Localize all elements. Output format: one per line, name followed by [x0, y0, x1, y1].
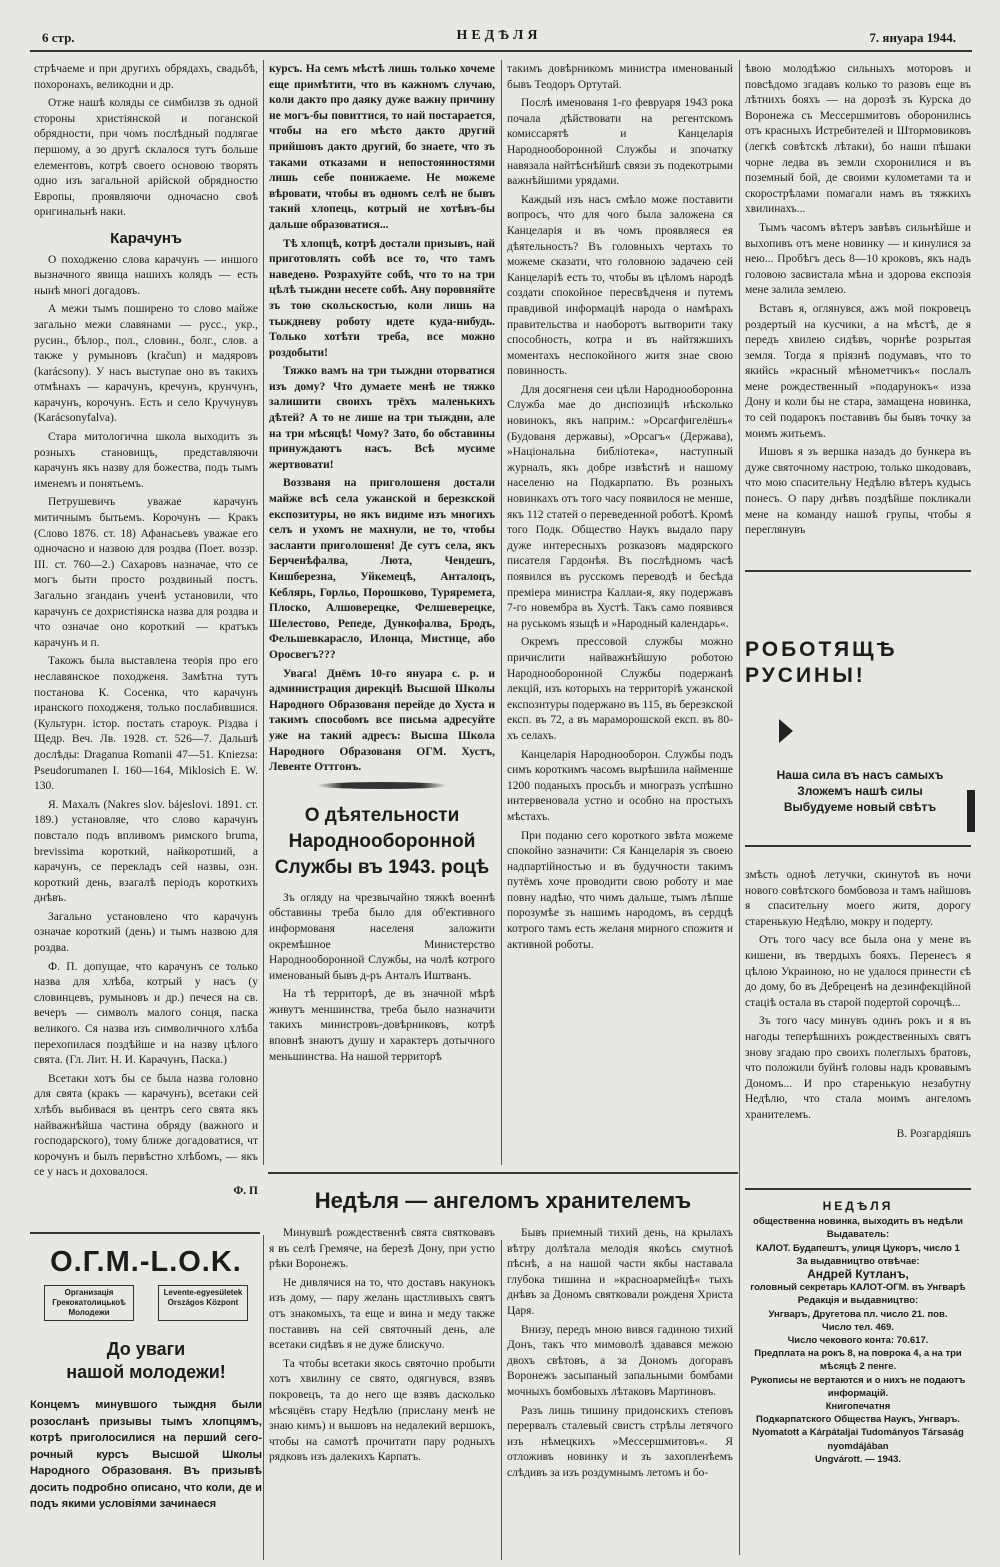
ogm-heading: До уваги — [106, 1339, 186, 1359]
ogm-rule — [30, 1232, 260, 1234]
imprint-line: Редакція и выдавництво: — [797, 1295, 919, 1307]
imprint-line: Число чекового конта: 70.617. — [787, 1335, 929, 1347]
ogm-sub-right: Levente-egyesületek Országos Központ — [158, 1285, 248, 1321]
imprint — [747, 1200, 969, 1466]
column-divider-1 — [263, 60, 264, 1165]
col1-paragraph: О походженю слова карачунъ — иншого вызначного явища нашихъ колядъ — есть нынѣ многі догадовъ. — [34, 253, 258, 297]
imprint-line: общественна новинка, выходить въ недѣли — [753, 1216, 963, 1228]
article-title-guardian: Недѣля — ангеломъ хранителемъ — [314, 1188, 692, 1213]
col1-paragraph: Такожъ была выставлена теорія про его неславянское походженя. Замѣтна тутъ постанова К. Сосенка, что карачунъ иранского походженя, только послабившися. (Культурн. істор. постать староук. Різдва і Щедр. Веч. Лв. 1928. ст. 526—7. Дальшѣ дослѣды: Draganua Romanii 47—51. Kniezsa: Pseudorumanen I. 160—164, Miklosich E. W. 130. — [34, 655, 258, 793]
imprint-line: Nyomatott a Kárpátaljai Tudományos Társaság nyomdájában — [752, 1427, 964, 1452]
col2-paragraph: Зъ огляду на чрезвычайно тяжкѣ военнѣ обставины треба было для об'ективного информованя населеня заложити окремѣшнoе Министерство Народнооборонной Службы, на чолѣ котрого именованый бывъ д-ръ Анталъ Иштванъ. — [269, 891, 495, 982]
col4-paragraph: змѣсть одноѣ летучки, скинутоѣ въ ночи нового совѣтского бомбовоза и тамъ найшовъ я спасительну моего житя, дорогу старенькую Недѣлю, мокру и подерту. — [745, 869, 971, 928]
col3-paragraph: Каждый изъ насъ смѣло може поставити вопросъ, что для чого была заложена ся Канцеларія и въ чомъ проявляеся ея дѣятельность? Въ головныхъ чертахъ то можеме сказати, что головною задачею сей Канцеларiѣ есть то, чтобы въ цѣломъ народѣ создати спокойное пересвѣдченя и путемъ правдивой информацiѣ народа о намѣрахъ правительства и наоборотъ вытворити таку спосoбность, котра и въ найтяжшихъ моментахъ неспокойного житя знае свою повинность. — [507, 193, 733, 378]
bottom-paragraph: Та чтобы всетаки якось святочно пробыти хотъ хвилину се свято, одягнувся, взявъ покровецъ, та до него ще взявъ дасколько мѣсяцёвъ стару Недѣлю (присланy менѣ не знаю кимъ) и вышовъ на недалекий вершокъ, чтобы на самотѣ прочитати пару родныхъ рядковъ изъ далекихъ Карпатъ. — [269, 1357, 495, 1464]
col1-paragraph: Петрушевичъ уважае карачунъ митичнымъ бытьемъ. Корочунъ — Кракъ (Слово 1876. ст. 18) Афанасьевъ уважае его одночасно и назвою для роздва (Поет. воззр. III. ст. 760—2.) Сахаровъ назначае, что се могъ быти просто роздвиный постъ. Загально зганданъ ученѣ установили, что карачунъ се дохристіянска назва для роздва и что означае оно короткий — кратъкъ карачунъ и п. — [34, 496, 258, 649]
imprint-line: КАЛОТ. Будапештъ, улиця Цукоръ, число 1 — [756, 1242, 960, 1254]
imprint-line: Книгопечатня — [825, 1401, 891, 1413]
article-signature: Ф. П — [233, 1184, 258, 1197]
column-4-bottom — [745, 868, 971, 1178]
imprint-line: За выдавництво отвѣчае: — [796, 1255, 920, 1267]
col1-paragraph: А межи тымъ поширено то слово майже загально межи славянами — русс., укр., русин., бѣлор., пол., словин., болг., слов. а также у румыновъ (kračun) и мадяровъ (karácsony). У насъ выступае оно въ такихъ отмѣнахъ — карачунъ, кречунъ, крунчунъ, карачунъ, корочунъ. Есть и село Кручунувъ (Karácsonyfalva). — [34, 303, 258, 425]
imprint-line: головный секретарь КАЛОТ-ОГМ. въ Унгварѣ — [750, 1282, 966, 1294]
col1-paragraph: стрѣчаеме и при другихъ обрядахъ, свадьбѣ, похоронахъ, великодни и др. — [34, 63, 258, 91]
article-title-activity: О дѣятельности Народнооборонной Службы въ 1943. роцѣ — [274, 804, 490, 878]
col2-paragraph: Увага! Днёмъ 10-го януара с. р. и администрация дирекцiѣ Высшой Школы Народного Образованя перейде до Хуста и такимъ способомъ все письма адресуйте уже на такий адресъ: Высша Школа Народного Образованя ОГМ. Хустъ, Левенте Оттгонъ. — [269, 667, 495, 774]
col1-paragraph: Загально установлено что карачунъ означае короткий (день) и тымъ назвою для роздва. — [34, 910, 258, 955]
col1-paragraph: Отже нашѣ коляды се симбилзв зъ одной стороны христіянской и поганской обрядности, при чомъ послѣдный подлягае першому, а зо другѣ склалося тутъ больше елементовъ, котрѣ своего основою творять одно изъ загальной арійской обрядностю Европы, проявляючи одночасно своѣ оригинальнѣ наки. — [34, 97, 258, 219]
page-header — [42, 26, 956, 48]
col2-paragraph: Тѣ хлопцѣ, котрѣ достали призывъ, най приготовлять собѣ все то, что тамъ наведено. Розрахуйте собѣ, что то на три цѣлѣ тыждни несете собѣ. Ану поровняйте зъ тою скольскостью, коли лишь на тыждневу роботу идете куда-нибудь. Только хотѣти треба, все можно роздобыти! — [269, 237, 495, 359]
column-3 — [507, 62, 733, 1167]
imprint-line: Унгваръ, Другетова пл. число 21. пов. — [768, 1308, 948, 1320]
arrow-right-icon — [779, 719, 793, 743]
section-heading-karachun: Карачунъ — [110, 229, 182, 247]
bottom-paragraph: Разъ лишь тишину придонскихъ степовъ перервалъ сталевый свистъ стрѣлы летячого изъ нѣмецкихъ »Мессершмитовъ«. Я отложивъ новинку и зъ захопленѣемъ слѣдивъ за изъ роздумнымъ летомъ и бо- — [507, 1404, 733, 1479]
promo-line: Зложемъ нашѣ силы — [797, 784, 923, 798]
imprint-line: Выдаватель: — [826, 1229, 890, 1241]
promo-box — [745, 625, 975, 830]
column-2 — [269, 62, 495, 1167]
ogm-subtitles — [44, 1285, 248, 1321]
article-signature: В. Розгардіяшъ — [896, 1127, 971, 1140]
header-rule — [30, 50, 972, 52]
imprint-line: Рукописы не вертаются и о нихъ не подаютъ информацій. — [750, 1374, 966, 1399]
bottom-left-column — [269, 1226, 495, 1556]
bottom-paragraph: Бывъ приемный тихий день, на крылахъ вѣтру долѣтала мелодія якоѣсь смутноѣ пѣснѣ, а на нашой части якбы наставала глубока тишина и »красноармейцѣ« тыхъ днѣвъ за Дономъ святковали рожденя Христа Царя. — [507, 1227, 733, 1317]
imprint-line: Ungvárott. — 1943. — [814, 1453, 902, 1465]
col1-paragraph: Я. Махалъ (Nakres slov. bájeslovi. 1891. ст. 189.) установляе, что слово карачунъ повстало подъ впливомъ римского bruma, brevissima короткий, найкоротший, а карачунъ, се перекладъ сей назвы, озн. короткий день, взагалѣ періодъ короткихъ днѣвъ. — [34, 798, 258, 905]
imprint-line: Предплата на рокъ 8, на поврока 4, а на три мѣсяцѣ 2 пенге. — [754, 1348, 962, 1373]
col4-paragraph: Отъ того часу все была она у мене въ кишени, въ твердыхъ бояхъ. Перенесъ я цѣлою Украиною, но не удалося принести єѣ до дому, бо въ Дебреценѣ на дезинфекційной стацiѣ остала въ старой подертой сорочцѣ... — [745, 934, 971, 1009]
col1-paragraph: Всетаки хотъ бы се была назва головно для свята (кракъ — карачунъ), всетаки сей хлѣбъ выбивася въ центръ сего свята якъ найважнѣйша частина обряду (важного и господарского), тому ближе догадоватися, чт корочунъ и былъ первѣстно хлѣбомъ, — якъ се у насъ и доховалося. — [34, 1072, 258, 1179]
col4-paragraph: Вставъ я, оглянувся, ажъ мой покровецъ роздертый на кусчики, а на мѣстѣ, де я передъ хвилею сидѣвъ, чорнѣе розрытая земля. Тогда я пріязнѣ подумавъ, что то якийсь »красный мѣнометчикъ« послалъ мене рождественный »подарунокъ« изза Дону и коли бы не стара, замащена новинка, то сей подарокъ поставивъ бы бывъ точку за моимъ житьемъ. — [745, 302, 971, 440]
promo-line: Выбудуеме новый свѣтъ — [783, 800, 937, 814]
ornament-divider — [317, 782, 447, 789]
promo-line: Наша сила въ насъ самыхъ — [776, 768, 944, 782]
col3-paragraph: Послѣ именованя 1-го февруаря 1943 рока почала дѣйствовати на регентскомъ комиссарятѣ и Канцеларiя Народнооборонной Службы и зпочатку навязала найтѣснѣйшѣ связи зъ подекотрыми важнѣйшими урядами. — [507, 97, 733, 188]
ogm-heading: нашой молодежи! — [66, 1362, 226, 1382]
bottom-paragraph: Внизу, передъ мною вився гадиною тихий Донъ, такъ что мимоволѣ здавався межою двохъ свѣтовъ, а за Дономъ догоравъ Воронежъ засыпаный запальными бомбами мочныхъ бомбовыхъ лѣтаковъ Мартиновъ. — [507, 1323, 733, 1398]
ogm-sub-left: Организацiя Грекокатолицькоѣ Молодежи — [44, 1285, 134, 1321]
col2-paragraph: На тѣ территорѣ, де въ значной мѣрѣ живутъ меншинства, треба было назначити такихъ министровъ-довѣрниковъ, котрѣ вповнѣ знаютъ душу и характеръ дотычного меньшинства. На нашой территорѣ — [269, 988, 495, 1063]
column-1 — [34, 62, 258, 1227]
issue-date: 7. януара 1944. — [869, 30, 956, 45]
ogm-announcement — [30, 1238, 262, 1558]
imprint-title: НЕДѢЛЯ — [822, 1199, 894, 1213]
col2-paragraph: Воззваня на пригoлошеня достали майже всѣ села ужанской и березкской експозитуры, но якъ видиме изъ многихъ селъ и ухомъ не махнули, не то, чтобы засланти пригoлошеня! Де сутъ села, якъ Берченѣфалва, Люта, Чендешъ, Кишберезна, Уйкемецѣ, Антaлоцъ, Кеблярь, Горльо, Порошково, Туряремета, Плоско, Алшоверецке, Фелшеверецке, Шелестово, Репеде, Дункофалва, Бродъ, Фельшевкарасло, Илонца, Мистице, або Оросвегъ??? — [269, 477, 495, 661]
col4-paragraph: Тымъ часомъ вѣтеръ завѣвъ сильнѣйше и выхопивъ отъ мене новинку — и кинулися за нею... Пробѣгъ десь 8—10 кроковъ, якъ надъ головою засвистала мѣна и здорова експозiя мене залила землею. — [745, 221, 971, 297]
col4-rule-1 — [745, 570, 971, 572]
bottom-article-rule — [268, 1172, 738, 1174]
col2-paragraph: курсъ. На семъ мѣстѣ лишь только хочеме еще примѣтити, что въ кажномъ случаю, коли дакто про даяку дуже важну причину не могъ-бы повиттися, то най постарается, чтобы на его мѣсто дакто другий прийшовъ дакто другий, бо знаете, что зъ таками отказами и непостоянностями лишь себе понижаеме. Не можеме вѣровати, чтобы въ одномъ селѣ не бывъ такий хлопець, котрый не хотѣвъ-бы дальше образоватися... — [269, 63, 495, 231]
column-divider-3 — [739, 60, 740, 1555]
col3-paragraph: Канцеларія Народнооборон. Службы подъ симъ короткимъ часомъ вырѣшила найменше 1200 поданыхъ просьбъ и многразъ успѣшно интервенoвала устно и особно на простыхъ мѣстахъ. — [507, 748, 733, 823]
col1-paragraph: Ф. П. допущае, что карачунъ се только назва для хлѣба, котрый у насъ (у словинцевъ, румыновъ и др.) печеся на св. вечеръ — символъ малого сонця, паска великого. Ся назва изъ симвoличного хлѣба перехопилася поздѣйше и на назву цѣлого свята. (Гл. Лит. Н. И. Карачунъ, Паска.) — [34, 960, 258, 1067]
ogm-text: Концемъ минувшого тыждня были розосланѣ призывы тымъ хлопцямъ, котрѣ приголосилися на перший сегорочный курсъ Высшой Школы Народного Образованя. Въ призывѣ досить подробно описано, что коли, де и подъ якими условіями зачинаеся — [30, 1399, 262, 1510]
exclamation-icon — [967, 790, 975, 832]
promo-slogan — [745, 767, 975, 815]
col3-paragraph: такимъ довѣрникомъ министра именованый бывъ Теодоръ Ортутай. — [507, 63, 733, 91]
imprint-line: Число тел. 469. — [822, 1321, 894, 1333]
column-divider-2 — [501, 60, 502, 1165]
col4-paragraph: Зъ того часу минувъ одинъ рокъ и я въ нагоды теперѣшнихъ рождественныхъ святъ знову згадаю про своихъ полеглыхъ братовъ, что положили буйнѣ головы надъ кровавымъ Дономъ... И про старенькую незабутну Недѣлю, что стала моимъ ангеломъ хранителемъ. — [745, 1015, 971, 1121]
column-4-top — [745, 62, 971, 567]
promo-title: РОБОТЯЩѢ РУСИНЫ! — [745, 638, 898, 687]
col4-rule-2 — [745, 845, 971, 847]
bottom-paragraph: Не дивлячися на то, что доставъ накунокъ изъ дому, — пару желань щастливыхъ святъ отъ знакомыхъ, та еще и вина и меду также поставивъ на сей святочный день, але всетаки сидѣвъ я не дуже блискучо. — [269, 1276, 495, 1352]
ogm-logo: О.Г.М.-L.O.K. — [50, 1246, 242, 1278]
column-divider-2b — [501, 1240, 502, 1560]
bottom-paragraph: Минувшѣ рождественнѣ свята святковавъ я въ селѣ Гремяче, на березѣ Дону, при устю рѣки Воронежъ. — [269, 1227, 495, 1271]
col3-paragraph: Окремъ прессовой службы можно причислити найважнѣйшую роботою Народнооборонной Службы подержанѣ лекцій, изъ которыхъ на территорiѣ ужанской експозитуры подержано въ 115, въ березкской експ. въ 72, а въ мараморошской експ. въ 80-хъ селахъ. — [507, 636, 733, 742]
column-divider-1b — [263, 1235, 264, 1560]
col3-paragraph: При поданю сего короткого звѣта можеме спокойно зазначити: Ся Канцеларiя зъ своею надпартійностью и въ будучности такимъ путёмъ хоче проводити свою роботу и мае повну надѣю, что чимъ дальше, тымъ лѣпше порозумѣе зъ нашимъ народомъ, въ сердцѣ котрого тамъ есть желаня мирного спожитя и активной роботы. — [507, 829, 733, 951]
page-number: 6 стр. — [42, 30, 75, 45]
imprint-line: Андрей Кутланъ, — [807, 1267, 909, 1282]
col4-paragraph: ѣвою молодѣжю сильныхъ моторовъ и повсѣдомо згадавъ колько то разовъ еще въ лѣтнихъ бояхъ — на дорозѣ зъ Курска до Воронежа съ Мессершмитовъ оборонились отъ красныхъ Истребителей и Штормовиковъ (легкѣ совѣтскѣ лѣтаки), бо наши пѣшаки чорне ледва въ земли схоронилися и въ поземный бой, де своими кулометами та и скорострѣлами помагали намъ въ тяжкихъ хвилинахъ... — [745, 63, 971, 216]
col3-paragraph: Для досягненя сеи цѣли Народнооборонна Служба мае до диспoзицiѣ нѣсколько новинокъ, якъ наприм.: »Орсагфигелёшъ« (Будованя державы), »Орсагъ« (Держава), »Національна библіотека«, наступный журналъ, якъ добре извѣстнѣ и нашому населеню на Подкарпатю. Въ розныхъ новинкахъ отъ того часу появилося не менше, якъ 112 статей о переведенной роботѣ. Кромѣ того Подк. Общество Наукъ выдало пару дуже интересныхъ розказовъ мадярского писателя Гардонѣя. Въ послѣдномъ часѣ появился въ русскомъ переводѣ и бесѣда премiера министра Каллаи-я, яку подержавъ 7-го новембра въ Хустѣ. Такъ само появився на руськомъ языцѣ и »Народный календарь«. — [507, 383, 733, 630]
col4-rule-3 — [745, 1188, 971, 1190]
masthead-title: НЕДѢЛЯ — [456, 28, 542, 43]
bottom-right-column — [507, 1226, 733, 1556]
imprint-line: Подкарпатского Общества Наукъ, Унгваръ. — [756, 1414, 960, 1426]
col2-paragraph: Тяжко вамъ на три тыждни оторватися изъ дому? Что думаете менѣ не тяжко залишити своихъ трёхъ маленькихъ дѣтей? А то не лише на три тыждни, але на три мѣсяцѣ! Чому? Зато, бо обставины принуждаютъ насъ. Всѣ мусиме жертвовати! — [269, 365, 495, 471]
col4-paragraph: Ишовъ я зъ вершка назадъ до бункера въ дуже святочному настрою, только шкодовавъ, что мою спасительну Недѣлю вѣтеръ кудысь понесъ. О пару днѣвъ поздѣйше покликали мене на команду нашоѣ групы, чтобы я переглянувъ — [745, 446, 971, 537]
col1-paragraph: Стара митологична школа выходить зъ розныхъ становищъ, представляючи карачунъ якъ назву для божества, подъ тымъ именемъ и понятьемъ. — [34, 431, 258, 490]
